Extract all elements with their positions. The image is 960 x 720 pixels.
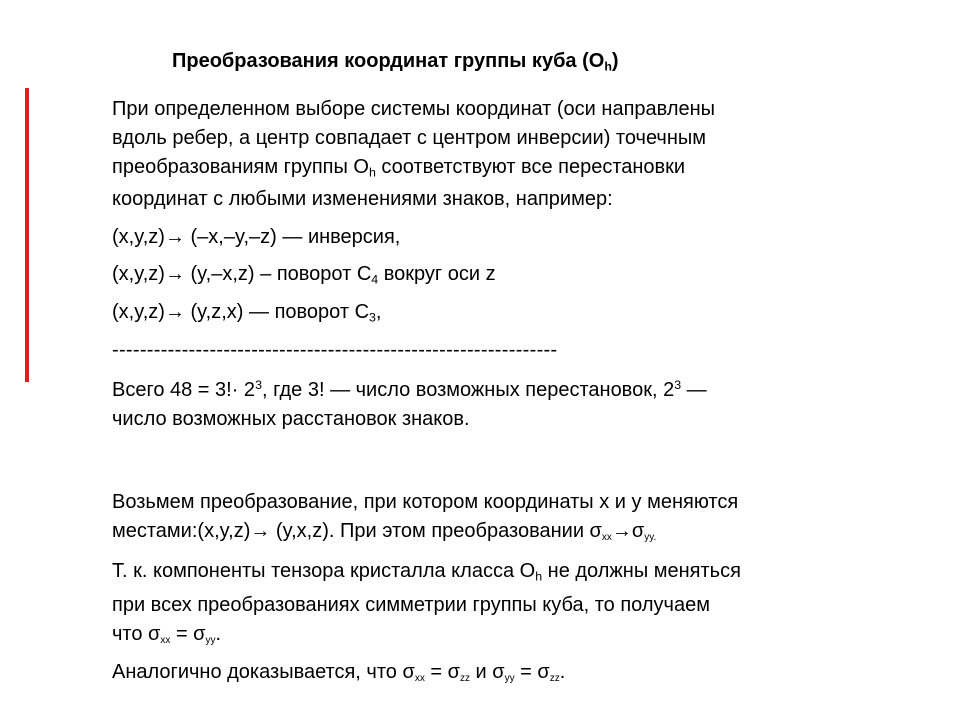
example-inversion: (x,y,z)→ (–x,–y,–z) — инверсия,: [112, 226, 401, 248]
transform-line-5: что $\sigma_{xx} = \sigma_{yy}$.: [112, 623, 222, 646]
transform-line-3: Т. к. компоненты тензора кристалла класса $O_h$ не должны меняться: [112, 560, 741, 584]
transform-line-4: при всех преобразованиях симметрии группы куба, то получаем: [112, 594, 710, 616]
separator-line: ----------------------------------------------------------------: [112, 339, 558, 361]
example-rotation-c4: (x,y,z)→ (y,–x,z) – поворот $C_4$ вокруг оси z: [112, 263, 496, 287]
intro-line-1: При определенном выборе системы координат (оси направлены: [112, 98, 716, 120]
intro-line-3: преобразованиям группы $O_h$ соответствуют все перестановки: [112, 156, 686, 180]
similarly-line: Аналогично доказывается, что $\sigma_{xx} = \sigma_{zz}$ и $\sigma_{yy} = \sigma_{zz}$.: [112, 661, 566, 684]
total-line-1: Всего $48 = 3!\cdot 2^3$, где 3! — число возможных перестановок, $2^3$ —: [112, 378, 707, 401]
intro-line-2: вдоль ребер, а центр совпадает с центром инверсии) точечным: [112, 127, 707, 149]
transform-line-2: местами:(x,y,z)→ (y,x,z). При этом преобразовании $\sigma_{xx}\to\sigma_{yy.}$: [112, 520, 657, 543]
accent-bar: [25, 88, 29, 382]
example-rotation-c3: (x,y,z)→ (y,z,x) — поворот $C_3$,: [112, 301, 382, 325]
slide-title: Преобразования координат группы куба $(O_h)$: [172, 50, 619, 74]
transform-line-1: Возьмем преобразование, при котором координаты x и y меняются: [112, 491, 739, 513]
total-line-2: число возможных расстановок знаков.: [112, 408, 470, 430]
intro-line-4: координат с любыми изменениями знаков, например:: [112, 188, 613, 210]
